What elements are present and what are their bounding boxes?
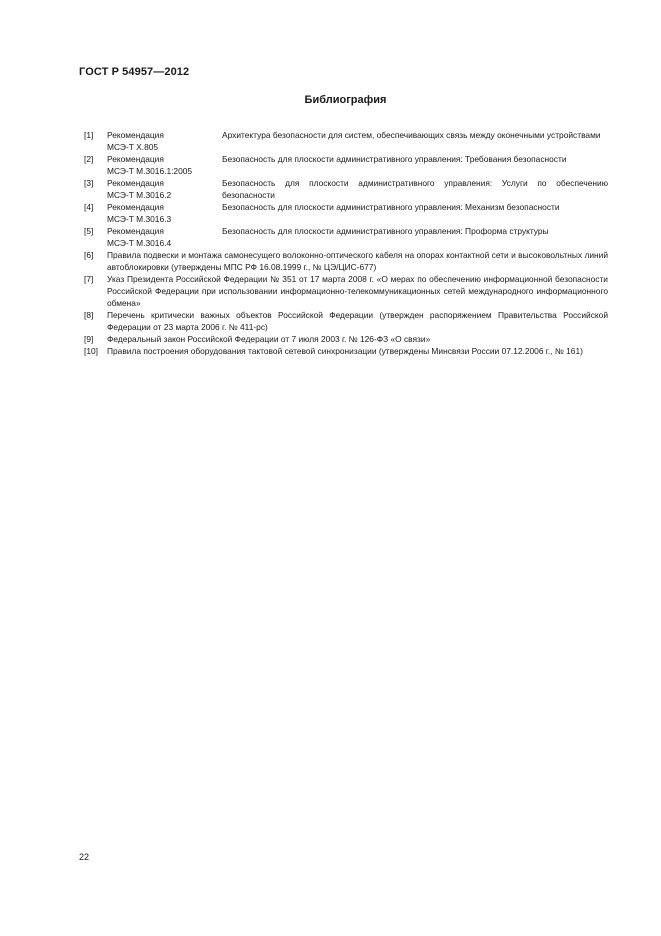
bibliography-entry <box>84 273 608 309</box>
bibliography-entry <box>84 249 608 273</box>
entry-number: [1] <box>84 130 94 140</box>
entry-description: Архитектура безопасности для систем, обеспечивающих связь между оконечными устройствами <box>222 130 601 140</box>
bibliography-entry <box>84 177 608 201</box>
entry-number: [7] <box>84 274 94 284</box>
bibliography-entry <box>84 309 608 333</box>
entry-text: Правила построения оборудования тактовой сетевой синхронизации (утверждены Минсвязи России 07.12.2006 г., № 161) <box>107 346 583 356</box>
reference-type: Рекомендация <box>107 154 164 164</box>
bibliography-entry <box>84 129 608 153</box>
reference-code: МСЭ-Т М.3016.2 <box>107 190 172 200</box>
entry-description: Безопасность для плоскости административного управления: Механизм безопасности <box>222 202 560 212</box>
section-title: Библиография <box>304 94 387 106</box>
entry-number: [3] <box>84 178 94 188</box>
entry-number: [6] <box>84 250 94 260</box>
entry-description: Безопасность для плоскости административного управления: Услуги по обеспечению безопасности <box>222 178 608 200</box>
entry-reference <box>107 177 222 201</box>
bibliography-entry <box>84 201 608 225</box>
entry-reference <box>107 153 222 177</box>
bibliography-entry <box>84 225 608 249</box>
reference-code: МСЭ-Т М.3016.4 <box>107 238 172 248</box>
entry-text: Указ Президента Российской Федерации № 351 от 17 марта 2008 г. «О мерах по обеспечению информационной безопасности Российской Федерации при использовании информационно-телекоммуникационных сетей международного информационного обмена» <box>107 274 608 308</box>
entry-text: Правила подвески и монтажа самонесущего волоконно-оптического кабеля на опорах контактной сети и высоковольтных линий автоблокировки (утверждены МПС РФ 16.08.1999 г., № ЦЭ/ЦИС-677) <box>107 250 608 272</box>
entry-text: Федеральный закон Российской Федерации от 7 июля 2003 г. № 126-ФЗ «О связи» <box>107 334 431 344</box>
entry-reference <box>107 225 222 249</box>
reference-code: МСЭ-Т М.3016.1:2005 <box>107 166 193 176</box>
reference-type: Рекомендация <box>107 178 164 188</box>
reference-type: Рекомендация <box>107 226 164 236</box>
bibliography-entry <box>84 333 608 345</box>
bibliography-list <box>84 129 608 357</box>
page-number: 22 <box>79 852 90 862</box>
entry-description: Безопасность для плоскости административного управления: Требования безопасности <box>222 154 567 164</box>
entry-number: [8] <box>84 310 94 320</box>
entry-text: Перечень критически важных объектов Российской Федерации (утвержден распоряжением Правительства Российской Федерации от 23 марта 2006 г. № 411-рс) <box>107 310 608 332</box>
entry-description: Безопасность для плоскости административного управления: Проформа структуры <box>222 226 549 236</box>
document-header: ГОСТ Р 54957—2012 <box>79 66 190 78</box>
reference-type: Рекомендация <box>107 202 164 212</box>
reference-type: Рекомендация <box>107 130 164 140</box>
entry-number: [4] <box>84 202 94 212</box>
bibliography-entry <box>84 153 608 177</box>
entry-number: [9] <box>84 334 94 344</box>
reference-code: МСЭ-Т Х.805 <box>107 142 159 152</box>
entry-reference <box>107 201 222 225</box>
bibliography-entry <box>84 345 608 357</box>
entry-number: [10] <box>84 346 98 356</box>
reference-code: МСЭ-Т М.3016.3 <box>107 214 172 224</box>
entry-reference <box>107 129 222 153</box>
entry-number: [2] <box>84 154 94 164</box>
entry-number: [5] <box>84 226 94 236</box>
